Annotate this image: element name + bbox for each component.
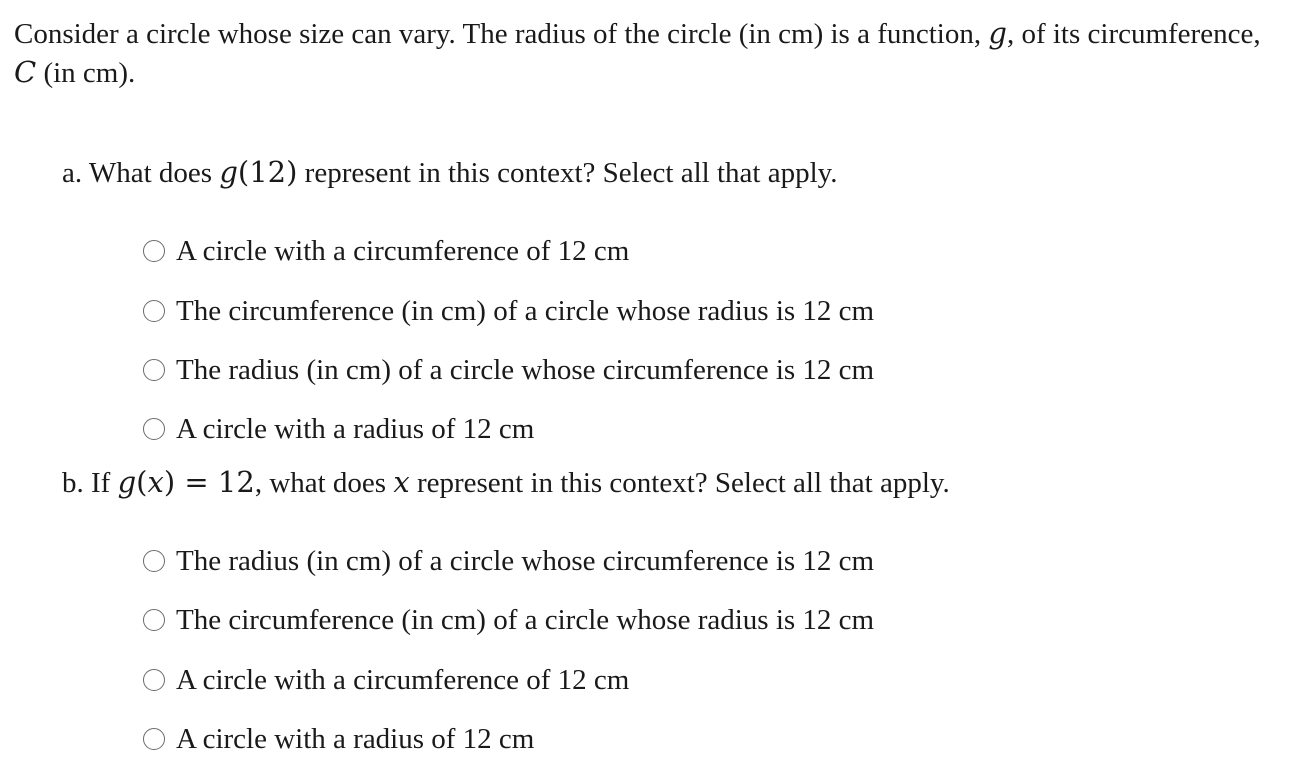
problem-statement	[14, 14, 1274, 92]
question-a-option-4[interactable]	[143, 410, 534, 448]
option-label: A circle with a circumference of 12 cm	[176, 664, 630, 696]
intro-text-1: Consider a circle whose size can vary. The radius of the circle (in cm) is a function,	[14, 18, 989, 50]
question-b-equation-value: = 12	[175, 465, 255, 499]
radio-button[interactable]	[143, 418, 165, 440]
question-b-close-paren: )	[163, 465, 176, 499]
question-b-prefix: b. If	[62, 467, 118, 499]
question-a-option-3[interactable]	[143, 351, 874, 389]
question-a-function: g	[219, 155, 238, 189]
intro-text-2: , of its circumference,	[1006, 18, 1261, 50]
option-label: The circumference (in cm) of a circle whose radius is 12 cm	[176, 295, 875, 327]
question-b-open-paren: (	[136, 465, 148, 499]
question-b-function: g	[117, 465, 137, 499]
option-label: The radius (in cm) of a circle whose circumference is 12 cm	[176, 545, 875, 577]
function-symbol-g: g	[988, 16, 1007, 50]
question-b-option-4[interactable]	[143, 720, 534, 758]
radio-button[interactable]	[143, 609, 165, 631]
radio-button[interactable]	[143, 359, 165, 381]
question-b-variable-x-2: x	[393, 465, 410, 499]
option-label: The radius (in cm) of a circle whose circumference is 12 cm	[176, 354, 875, 386]
question-a-option-1[interactable]	[143, 232, 629, 270]
option-label: A circle with a radius of 12 cm	[176, 723, 535, 755]
radio-button[interactable]	[143, 669, 165, 691]
intro-text-3: (in cm).	[36, 57, 136, 89]
question-b-suffix: represent in this context? Select all that apply.	[409, 467, 950, 499]
question-b-option-2[interactable]	[143, 601, 874, 639]
radio-button[interactable]	[143, 728, 165, 750]
option-label: The circumference (in cm) of a circle whose radius is 12 cm	[176, 604, 875, 636]
question-a-option-2[interactable]	[143, 292, 874, 330]
option-label: A circle with a circumference of 12 cm	[176, 235, 630, 267]
variable-symbol-c: C	[14, 55, 37, 89]
question-b-option-3[interactable]	[143, 661, 629, 699]
radio-button[interactable]	[143, 550, 165, 572]
radio-button[interactable]	[143, 300, 165, 322]
option-label: A circle with a radius of 12 cm	[176, 413, 535, 445]
question-b-variable-x: x	[147, 465, 164, 499]
question-a-argument: (12)	[237, 155, 298, 189]
question-b-prompt	[62, 463, 950, 502]
question-a-prefix: a. What does	[62, 157, 220, 189]
question-b-middle: , what does	[254, 467, 394, 499]
radio-button[interactable]	[143, 240, 165, 262]
question-a-prompt	[62, 153, 838, 192]
question-b-option-1[interactable]	[143, 542, 874, 580]
question-a-suffix: represent in this context? Select all that apply.	[297, 157, 838, 189]
